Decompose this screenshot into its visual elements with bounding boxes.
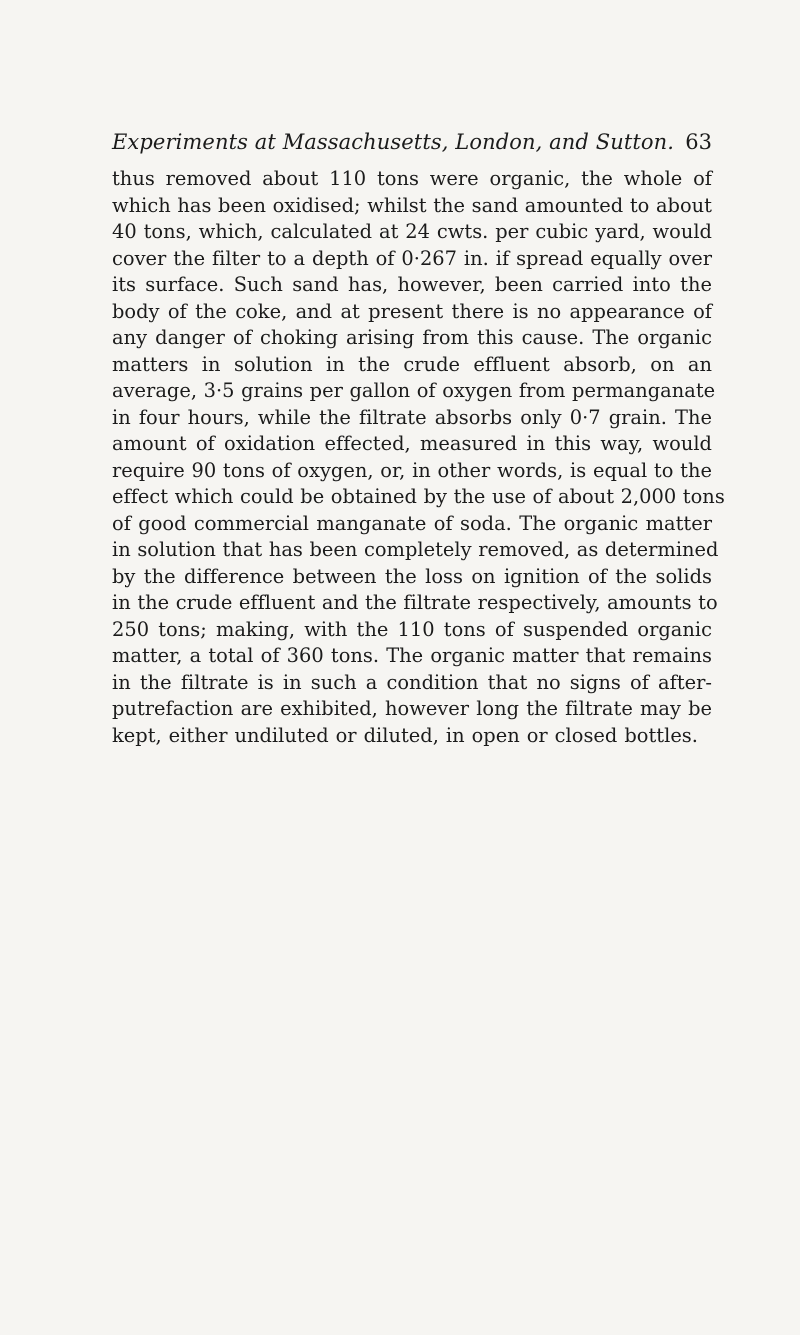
text-line-22: kept, either undiluted or diluted, in open or closed bottles. xyxy=(112,723,698,747)
text-line-15: in solution that has been completely removed, as determined xyxy=(112,538,719,561)
text-line-11: amount of oxidation effected, measured in this way, would xyxy=(112,432,712,455)
text-line-19: matter, a total of 360 tons. The organic matter that remains xyxy=(112,644,712,667)
text-line-21: putrefaction are exhibited, however long the filtrate may be xyxy=(112,697,712,720)
text-line-5: its surface. Such sand has, however, been carried into the xyxy=(112,273,712,296)
text-line-20: in the filtrate is in such a condition that no signs of after- xyxy=(112,670,712,694)
text-line-14: of good commercial manganate of soda. The organic matter xyxy=(112,511,712,535)
text-line-12: require 90 tons of oxygen, or, in other words, is equal to the xyxy=(112,458,712,482)
text-line-16: by the difference between the loss on ignition of the solids xyxy=(112,564,712,588)
text-line-1: thus removed about 110 tons were organic, the whole of xyxy=(112,167,712,190)
text-line-18: 250 tons; making, with the 110 tons of suspended organic xyxy=(112,617,712,641)
text-line-10: in four hours, while the filtrate absorbs only 0·7 grain. The xyxy=(112,405,712,429)
running-title: Experiments at Massachusetts, London, and Sutton. xyxy=(112,130,675,154)
text-line-3: 40 tons, which, calculated at 24 cwts. per cubic yard, would xyxy=(112,220,712,243)
text-line-9: average, 3·5 grains per gallon of oxygen from permanganate xyxy=(112,379,716,402)
text-line-4: cover the filter to a depth of 0·267 in. if spread equally over xyxy=(112,246,712,270)
page-number: 63 xyxy=(685,130,712,154)
body-paragraph xyxy=(112,166,725,749)
text-line-6: body of the coke, and at present there is no appearance of xyxy=(112,299,712,323)
text-line-17: in the crude effluent and the filtrate respectively, amounts to xyxy=(112,591,718,614)
running-head xyxy=(112,126,712,158)
text-line-13: effect which could be obtained by the use of about 2,000 tons xyxy=(112,485,725,508)
text-line-7: any danger of choking arising from this cause. The organic xyxy=(112,326,712,349)
text-line-2: which has been oxidised; whilst the sand amounted to about xyxy=(112,193,712,217)
text-line-8: matters in solution in the crude effluent absorb, on an xyxy=(112,352,712,376)
